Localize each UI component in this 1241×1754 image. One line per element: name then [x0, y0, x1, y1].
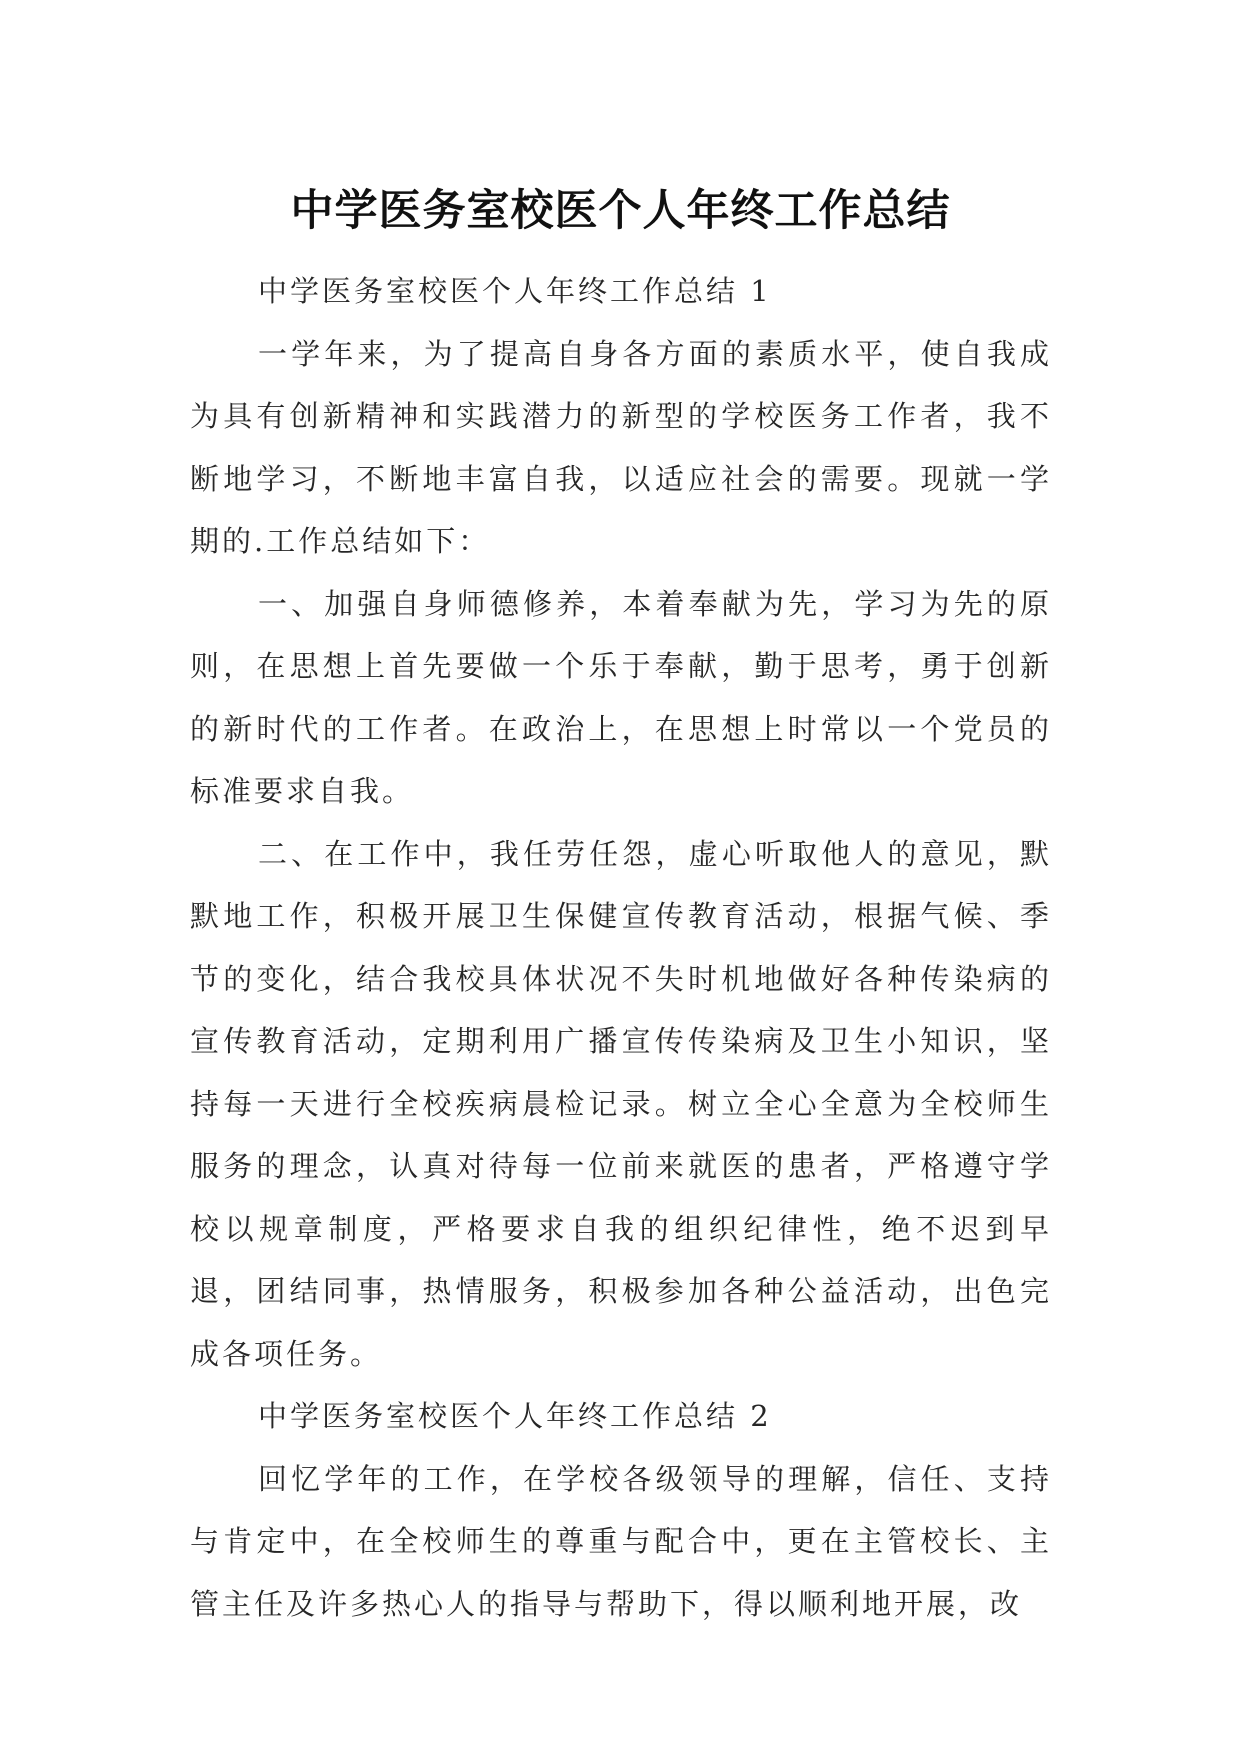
section-heading-1: 中学医务室校医个人年终工作总结 1: [258, 274, 772, 308]
paragraph-intro: 一学年来，为了提高自身各方面的素质水平，使自我成为具有创新精神和实践潜力的新型的学校医务工作者，我不断地学习，不断地丰富自我，以适应社会的需要。现就一学期的.工作总结如下：: [190, 336, 1052, 558]
document-body: [190, 260, 1052, 1635]
paragraph-point-2: 二、在工作中，我任劳任怨，虚心听取他人的意见，默默地工作，积极开展卫生保健宣传教育活动，根据气候、季节的变化，结合我校具体状况不失时机地做好各种传染病的宣传教育活动，定期利用广播宣传传染病及卫生小知识，坚持每一天进行全校疾病晨检记录。树立全心全意为全校师生服务的理念，认真对待每一位前来就医的患者，严格遵守学校以规章制度，严格要求自我的组织纪律性，绝不迟到早退，团结同事，热情服务，积极参加各种公益活动，出色完成各项任务。: [190, 836, 1052, 1371]
paragraph-review: 回忆学年的工作，在学校各级领导的理解，信任、支持与肯定中，在全校师生的尊重与配合中，更在主管校长、主管主任及许多热心人的指导与帮助下，得以顺利地开展，改: [190, 1461, 1052, 1621]
paragraph-point-1: 一、加强自身师德修养，本着奉献为先，学习为先的原则，在思想上首先要做一个乐于奉献，勤于思考，勇于创新的新时代的工作者。在政治上，在思想上时常以一个党员的标准要求自我。: [190, 586, 1052, 808]
document-title: 中学医务室校医个人年终工作总结: [290, 185, 951, 236]
section-heading-2: 中学医务室校医个人年终工作总结 2: [258, 1399, 772, 1433]
